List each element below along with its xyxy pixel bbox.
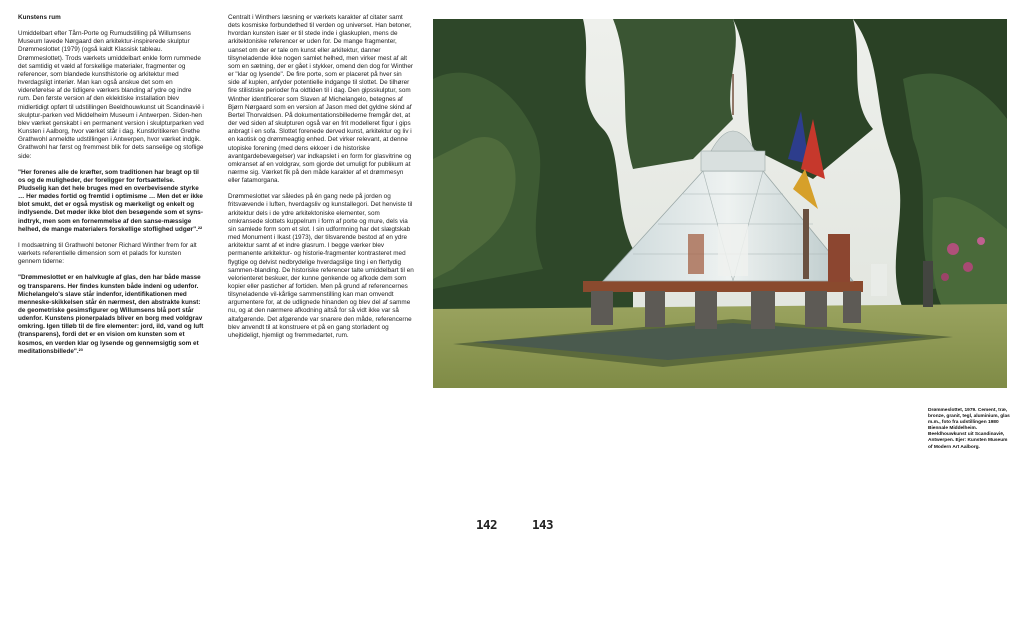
- white-sculpture: [871, 264, 887, 296]
- quote-grathwohl: "Her forenes alle de kræfter, som traditionen har bragt op til os og de muligheder, der foreligger for fortsættelse. Pludselig kan det hele bruges med en overbevisende styrke … Her mødes fortid og fremtid i optimisme … Men det er ikke blot smukt, det er også mystisk og mærkeligt og enkelt og indlysende. Det møder ikke blot den besøgende som et syns-indtryk, men som en fornemmelse af den sanse-mæssige helhed, de mange materialers forskellige stoflighed udgør".²²: [18, 168, 203, 233]
- page-number-right: 143: [532, 517, 554, 532]
- sculpture-photo: [433, 19, 1007, 388]
- dark-stele: [923, 261, 933, 307]
- quote-winther: "Drømmeslottet er en halvkugle af glas, den har både masse og transparens. Her findes kunsten både indeni og udenfor. Michelangelo's slave står indenfor, identifikationen med menneske-skikkelsen står én nærmest, den abstrakte kunst: de geometriske gesimsfigurer og Willumsens blå port står udenfor. Kunstens pionerpalads bliver en borg med voldgrav omkring. Igen tilløb til de fire elementer: jord, ild, vand og luft (transparens), fordi det er en vision om kunsten som et kosmos, en verden klar og lysende og gennemsigtig som et meditationsbillede".²³: [18, 274, 204, 355]
- brick-platform: [583, 281, 863, 292]
- paragraph: Drømmeslottet var således på én gang nede på jorden og fritsvævende i luften, hverdagsliv og kunstallegori. Det henviste til arkitektur dels i de ydre arkitektoniske elementer, som omkransede slottets kuppelrum i form af porte og mure, dels via sin samlede form som et slot. I sin udformning har det slægtskab med Monument i Ikast (1973), der tilsvarende bestod af en ydre arkitektur samt af et indre glasrum. I begge værker blev permanente arkitektur- og historie-fragmenter kontrasteret med flygtige og delvist nedbrydelige hverdagslige ting i en flertydig sammen-blanding. De historiske referencer talte umiddelbart til en velorienteret beskuer, der kunne genkende og afkode dem som kopier eller pasticher af fortiden. Men på grund af referencernes tilsyneladende vil-kårlige sammenstilling kan man omvendt argumentere for, at de udlignede hinanden og blev del af samme nu, og at den nærmere afkodning altså for så vidt ikke var så altafgørende. Det afgørende var snarere den måde, referencerne blev anvendt til at konstruere et på en gang storladent og uhejtideligt, hjemligt og fremmedartet, rum.: [228, 193, 414, 339]
- paragraph: I modsætning til Grathwohl betoner Richard Winther frem for alt værkets referentielle dimension som et palads for kunsten gennem tiderne:: [18, 241, 197, 266]
- left-column: [18, 14, 204, 364]
- section-heading: Kunstens rum: [18, 14, 61, 21]
- middle-column: [228, 14, 414, 348]
- paragraph: Umiddelbart efter Tårn-Porte og Rumudstilling på Willumsens Museum lavede Nørgaard den arkitektur-inspirerede skulptur Drømmeslottet (1979) (også kaldt Klassisk tableau. Drømmeslottet). Trods værkets umiddelbart enkle form rummede det samtidig et væld af forskellige materialer, fragmenter og referencer, som blandede kunsthistorie og arkitektur med hverdagsligt interiør. Man kan også anskue det som en videreførelse af de tidligere værkers blanding af ydre og indre rum. Den første version af den eklektiske installation blev midlertidigt opført til udstillingen Beeldhouwkunst uit Scandinavië i skulptur-parken ved Middelheim Museum i Antwerpen. Siden-hen blev værket genskabt i en permanent version i skulpturparken ved Kunsten i Aalborg, hvor værket står i dag. Kunstkritikeren Grethe Grathwohl anmeldte udstillingen i Antwerpen, hvor værket indgik. Grathwohl har først og fremmest blik for dets sanselige og stoflige side:: [18, 30, 204, 160]
- brick-wall: [828, 234, 850, 282]
- photo-caption: Drømmeslottet, 1979. Cement, træ, bronze, granit, tegl, aluminium, glas m.m., foto fra udstillingen 1980 Biennale Middelheim. Beeldhouwkunst uit Scandinavië, Antwerpen. Ejer: Kunsten Museum of Modern Art Aalborg.: [928, 408, 1010, 450]
- paragraph: Centralt i Winthers læsning er værkets karakter af citater samt dets kosmiske forbundethed til verden og universet. Han betoner, hvordan kunsten især er til stede inde i glaskuplen, mens de arkitektoniske referencer er uden for. De mange fragmenter, uanset om der er tale om kunst eller arkitektur, danner tilsyneladende ikke nogen samlet helhed, men virker mest af alt som en sætning, der er gået i stykker, omend den dog for Winther er "klar og lysende". De fire porte, som er placeret på hver sin side af kuplen, anfyder potentielle indgange til slottet. De tilhører fire stilistiske perioder fra oldtiden til i dag. Den gipsskulptur, som Winther identificerer som Slaven af Michelangelo, betegnes af Bjørn Nørgaard som en version af Jason med det gyldne skind af Bertel Thorvaldsen. På dokumentationsbillederne fremgår det, at der ved siden af skulpturen også var en frit modelleret figur i gips anbragt i en sofa. Slottet forenede derved kunst, arkitektur og liv i en kaotisk og drømmeagtig enhed. Det virker relevant, at denne utopiske forening (med dens ekkoer i de historiske avantgardebevægelser) var indkapslet i en form for glasvitrine og omkranset af en voldgrav, som gjorde det umuligt for publikum at nærme sig. Værket fik på den måde karakter af et drømmesyn eller fatamorgana.: [228, 14, 414, 185]
- page-number-left: 142: [476, 517, 498, 532]
